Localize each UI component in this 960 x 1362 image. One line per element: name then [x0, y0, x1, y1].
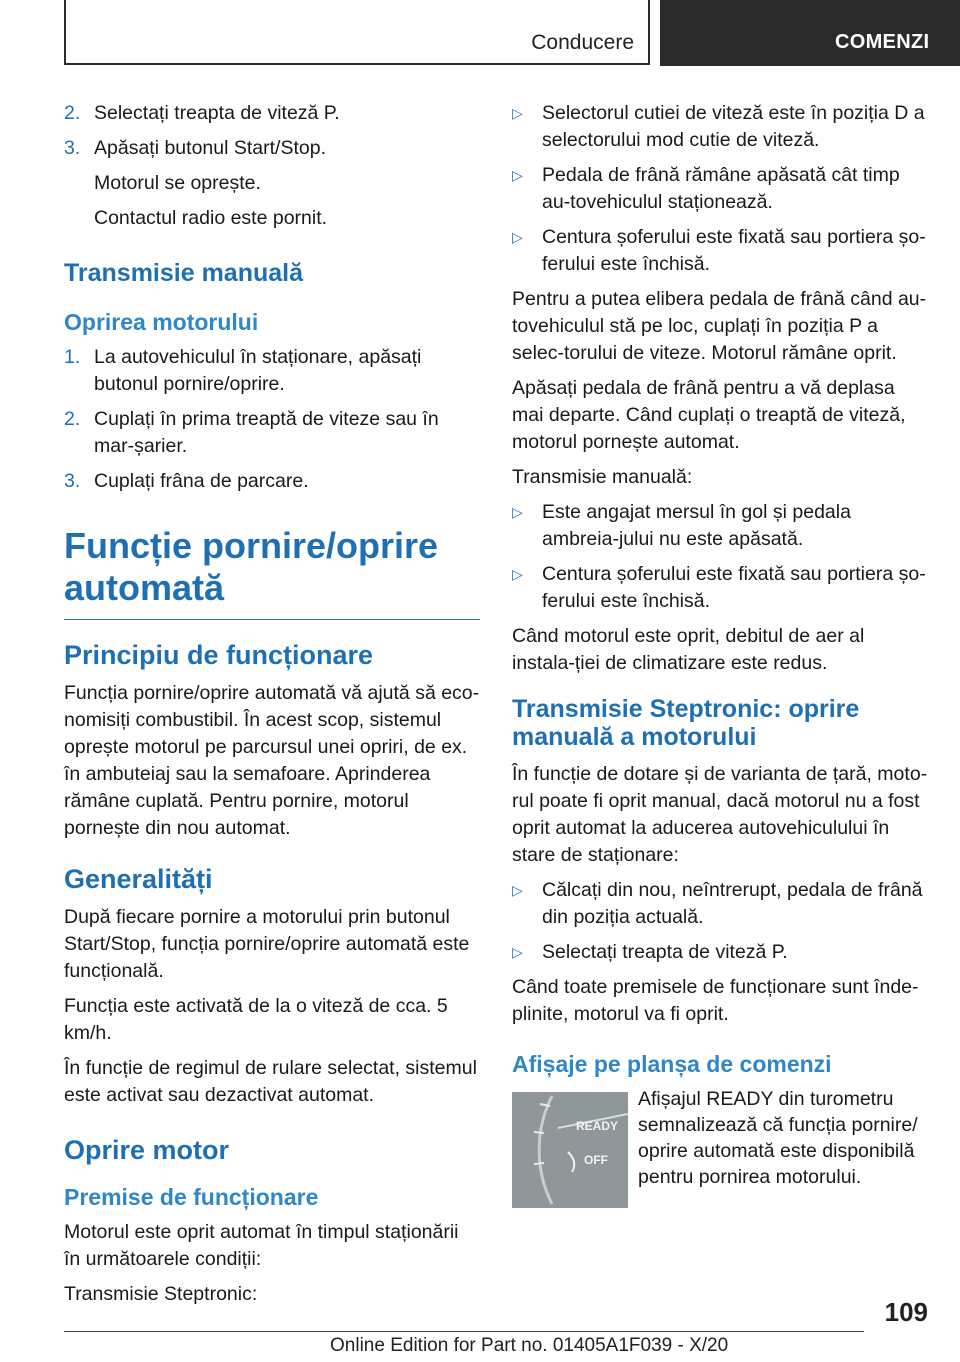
page-header [0, 0, 960, 66]
dashboard-display-block [512, 1086, 928, 1190]
chapter-label: COMENZI [835, 31, 930, 53]
chapter-tab [660, 0, 960, 66]
paragraph-manual-label: Transmisie manuală: [512, 466, 693, 488]
step-item [64, 468, 480, 495]
triangle-bullet-icon: ▷ [512, 566, 523, 582]
step-number: 3. [64, 470, 81, 492]
triangle-bullet-icon: ▷ [512, 504, 523, 520]
bullet-item [512, 224, 928, 278]
ready-label: READY [576, 1119, 619, 1133]
heading-afisaje: Afișaje pe planșa de comenzi [512, 1051, 832, 1077]
footer-edition: Online Edition for Part no. 01405A1F039 - X/20 [330, 1335, 729, 1356]
triangle-bullet-icon: ▷ [512, 882, 523, 898]
bullet-item [512, 939, 928, 966]
triangle-bullet-icon: ▷ [512, 105, 523, 121]
step-item [64, 344, 480, 398]
step-result: Contactul radio este pornit. [94, 207, 328, 229]
bullet-item [512, 100, 928, 154]
step-number: 3. [64, 137, 81, 159]
bullet-item [512, 499, 928, 553]
left-column [64, 100, 480, 1316]
bullet-text: Centura șoferului este fixată sau portiera șo‐ferului este închisă. [542, 226, 926, 275]
triangle-bullet-icon: ▷ [512, 944, 523, 960]
paragraph-principiu: Funcția pornire/oprire automată vă ajută să eco‐nomisiți combustibil. În acest scop, sistemul oprește motorul pe parcursul unei opriri, de ex. în ambuteiaj sau la semafoare. Aprinderea rămâne cuplată. Pentru pornire, motorul pornește din nou automat. [64, 682, 480, 839]
paragraph-debit: Când motorul este oprit, debitul de aer al instala‐ției de climatizare este redus. [512, 625, 865, 674]
step-item [64, 135, 480, 162]
footer-rule [64, 1331, 864, 1332]
bullet-text: Călcați din nou, neîntrerupt, pedala de frână din poziția actuală. [542, 879, 923, 928]
heading-rule [64, 619, 480, 620]
page-number: 109 [884, 1297, 928, 1327]
step-number: 2. [64, 408, 81, 430]
paragraph-premise-1: Motorul este oprit automat în timpul staționării în următoarele condiții: [64, 1221, 459, 1270]
triangle-bullet-icon: ▷ [512, 167, 523, 183]
step-text: La autovehiculul în staționare, apăsați butonul pornire/oprire. [94, 346, 422, 395]
off-label: OFF [584, 1153, 608, 1167]
dashboard-description: Afișajul READY din turometru semnalizează că funcția pornire/ oprire automată este disponibilă pentru pornirea motorului. [638, 1088, 918, 1188]
bullet-text: Este angajat mersul în gol și pedala ambreia‐jului nu este apăsată. [542, 501, 851, 550]
paragraph-premise-indeplinite: Când toate premisele de funcționare sunt înde‐plinite, motorul va fi oprit. [512, 976, 919, 1025]
heading-transmisie-manuala: Transmisie manuală [64, 259, 304, 287]
paragraph-generalitati-2: Funcția este activată de la o viteză de cca. 5 km/h. [64, 995, 448, 1044]
paragraph-apasati: Apăsați pedala de frână pentru a vă deplasa mai departe. Când cuplați o treaptă de viteză, motorul pornește automat. [512, 377, 906, 453]
paragraph-elibera: Pentru a putea elibera pedala de frână când au‐tovehiculul stă pe loc, cuplați în poziția P a selec‐torului de viteze. Motorul rămâne oprit. [512, 288, 927, 364]
step-result: Motorul se oprește. [94, 172, 261, 194]
header-underline [64, 63, 650, 65]
heading-premise: Premise de funcționare [64, 1184, 319, 1210]
paragraph-generalitati-1: După fiecare pornire a motorului prin butonul Start/Stop, funcția pornire/oprire automată este funcțională. [64, 906, 470, 982]
bullet-item [512, 162, 928, 216]
step-item [64, 406, 480, 460]
bullet-item [512, 877, 928, 931]
section-label: Conducere [531, 31, 634, 54]
heading-oprirea-motorului: Oprirea motorului [64, 309, 259, 335]
step-text: Cuplați frâna de parcare. [94, 470, 309, 492]
step-text: Apăsați butonul Start/Stop. [94, 137, 326, 159]
bullet-text: Selectorul cutiei de viteză este în poziția D a selectorului mod cutie de viteză. [542, 102, 925, 151]
header-divider-left [64, 0, 66, 64]
tachometer-illustration [512, 1092, 628, 1208]
header-divider-middle [648, 0, 650, 64]
bullet-item [512, 561, 928, 615]
heading-functie-pornire-oprire: Funcție pornire/oprire automată [64, 525, 439, 608]
step-text: Cuplați în prima treaptă de viteze sau în mar‐șarier. [94, 408, 439, 457]
tachometer-ready-image [512, 1092, 628, 1208]
paragraph-dotare: În funcție de dotare și de varianta de țară, moto‐rul poate fi oprit manual, dacă motorul nu a fost oprit automat la aducerea autovehiculului în stare de staționare: [512, 763, 928, 866]
step-text: Selectați treapta de viteză P. [94, 102, 340, 124]
right-column [512, 100, 928, 1190]
bullet-text: Selectați treapta de viteză P. [542, 941, 788, 963]
step-number: 1. [64, 346, 81, 368]
step-number: 2. [64, 102, 81, 124]
heading-generalitati: Generalități [64, 864, 213, 894]
paragraph-generalitati-3: În funcție de regimul de rulare selectat, sistemul este activat sau dezactivat automat. [64, 1057, 477, 1106]
bullet-text: Pedala de frână rămâne apăsată cât timp au‐tovehiculul staționează. [542, 164, 900, 213]
step-item [64, 100, 480, 127]
heading-oprire-motor: Oprire motor [64, 1135, 230, 1165]
paragraph-premise-2: Transmisie Steptronic: [64, 1283, 258, 1305]
heading-steptronic-oprire: Transmisie Steptronic: oprire manuală a motorului [512, 695, 860, 751]
triangle-bullet-icon: ▷ [512, 229, 523, 245]
heading-principiu: Principiu de funcționare [64, 640, 374, 670]
bullet-text: Centura șoferului este fixată sau portiera șo‐ferului este închisă. [542, 563, 926, 612]
